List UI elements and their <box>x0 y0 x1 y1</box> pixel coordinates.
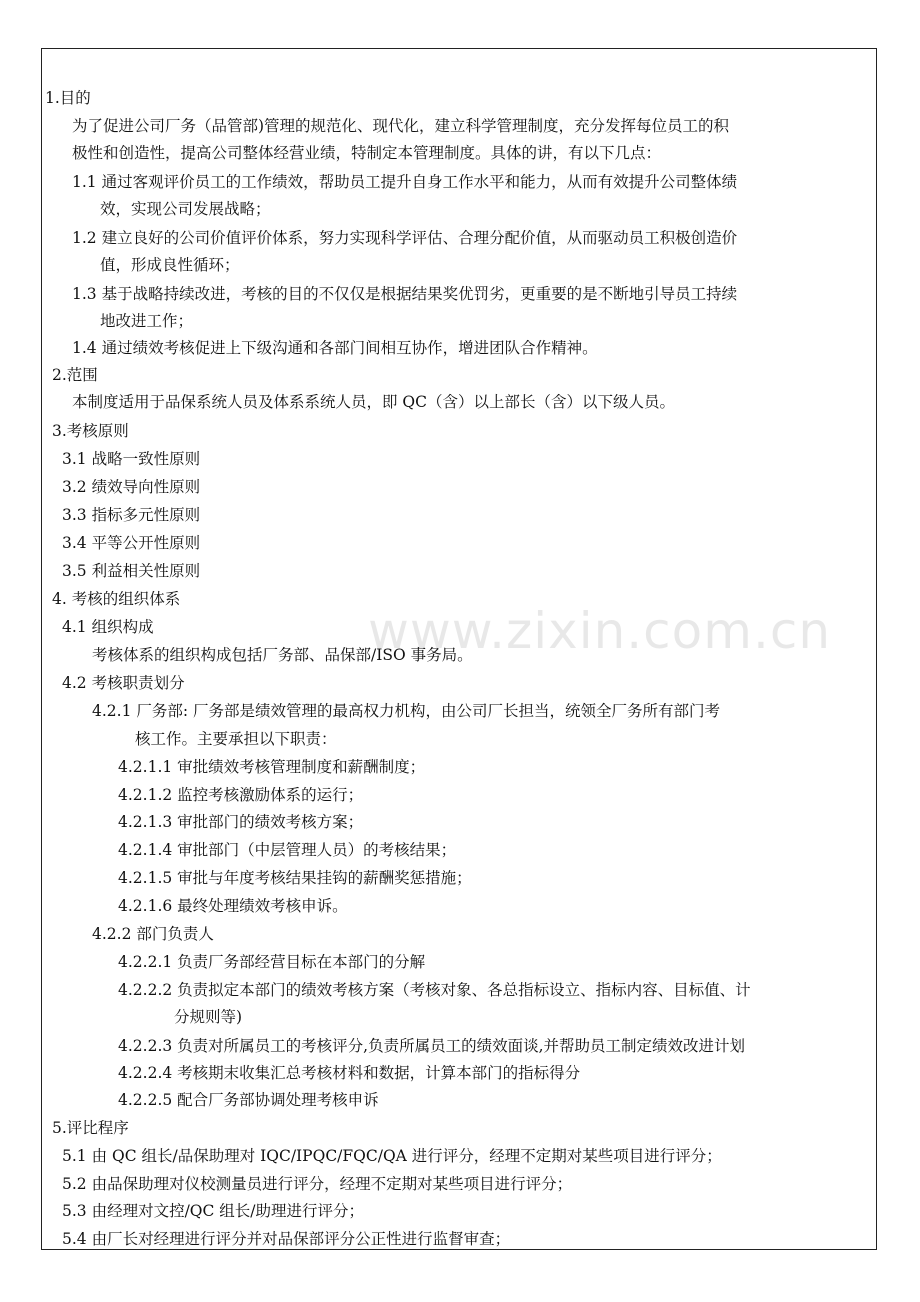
watermark: www.zixin.com.cn <box>368 602 832 660</box>
text-line: 考核体系的组织构成包括厂务部、品保部/ISO 事务局。 <box>92 646 473 664</box>
text-line: 1.2 建立良好的公司价值评价体系，努力实现科学评估、合理分配价值，从而驱动员工积极创造价 <box>72 229 738 247</box>
text-line: 4.2.2.4 考核期末收集汇总考核材料和数据，计算本部门的指标得分 <box>118 1064 581 1082</box>
text-line: 4.2.1.3 审批部门的绩效考核方案； <box>118 813 364 831</box>
text-line: 5.4 由厂长对经理进行评分并对品保部评分公正性进行监督审查； <box>62 1230 511 1248</box>
text-line: 3.2 绩效导向性原则 <box>62 478 201 496</box>
text-line: 4.2.1.4 审批部门（中层管理人员）的考核结果； <box>118 841 457 859</box>
text-line: 4.2.2 部门负责人 <box>92 925 214 943</box>
section-heading-purpose: 1.目的 <box>45 89 91 107</box>
text-line: 1.3 基于战略持续改进，考核的目的不仅仅是根据结果奖优罚劣，更重要的是不断地引导员工持续 <box>72 285 738 303</box>
text-line: 4.2.1.2 监控考核激励体系的运行； <box>118 786 364 804</box>
section-heading-scope: 2.范围 <box>52 366 98 384</box>
text-line: 值，形成良性循环； <box>100 256 240 274</box>
text-line: 3.4 平等公开性原则 <box>62 534 201 552</box>
text-line: 4.2 考核职责划分 <box>62 674 185 692</box>
text-line: 5.2 由品保助理对仪校测量员进行评分，经理不定期对某些项目进行评分； <box>62 1175 573 1193</box>
section-heading-organization: 4. 考核的组织体系 <box>52 590 181 608</box>
text-line: 效，实现公司发展战略； <box>100 200 271 218</box>
text-line: 5.1 由 QC 组长/品保助理对 IQC/IPQC/FQC/QA 进行评分，经理不定期对某些项目进行评分； <box>62 1147 722 1165</box>
text-line: 4.2.1.1 审批绩效考核管理制度和薪酬制度； <box>118 758 426 776</box>
text-line: 4.2.2.1 负责厂务部经营目标在本部门的分解 <box>118 953 426 971</box>
text-line: 3.1 战略一致性原则 <box>62 450 201 468</box>
text-line: 4.2.2.3 负责对所属员工的考核评分,负责所属员工的绩效面谈,并帮助员工制定绩效改进计划 <box>118 1037 746 1055</box>
section-heading-principles: 3.考核原则 <box>52 422 129 440</box>
text-line: 4.2.2.5 配合厂务部协调处理考核申诉 <box>118 1091 379 1109</box>
text-line: 3.5 利益相关性原则 <box>62 562 201 580</box>
text-line: 4.1 组织构成 <box>62 618 154 636</box>
text-line: 4.2.2.2 负责拟定本部门的绩效考核方案（考核对象、各总指标设立、指标内容、目标值、计 <box>118 981 751 999</box>
text-line: 核工作。主要承担以下职责： <box>135 730 337 748</box>
text-line: 地改进工作； <box>100 312 194 330</box>
section-heading-procedure: 5.评比程序 <box>52 1119 129 1137</box>
text-line: 本制度适用于品保系统人员及体系系统人员，即 QC（含）以上部长（含）以下级人员。 <box>72 393 675 411</box>
text-line: 4.2.1 厂务部: 厂务部是绩效管理的最高权力机构，由公司厂长担当，统领全厂务所有部门考 <box>92 702 721 720</box>
text-line: 5.3 由经理对文控/QC 组长/助理进行评分； <box>62 1202 365 1220</box>
text-line: 4.2.1.5 审批与年度考核结果挂钩的薪酬奖惩措施； <box>118 869 472 887</box>
text-line: 1.1 通过客观评价员工的工作绩效，帮助员工提升自身工作水平和能力，从而有效提升公司整体绩 <box>72 173 738 191</box>
text-line: 极性和创造性，提高公司整体经营业绩，特制定本管理制度。具体的讲，有以下几点： <box>72 144 662 162</box>
text-line: 为了促进公司厂务（品管部)管理的规范化、现代化，建立科学管理制度，充分发挥每位员工的积 <box>72 117 730 135</box>
text-line: 3.3 指标多元性原则 <box>62 506 201 524</box>
text-line: 分规则等) <box>174 1008 243 1026</box>
text-line: 1.4 通过绩效考核促进上下级沟通和各部门间相互协作，增进团队合作精神。 <box>72 339 598 357</box>
text-line: 4.2.1.6 最终处理绩效考核申诉。 <box>118 897 348 915</box>
